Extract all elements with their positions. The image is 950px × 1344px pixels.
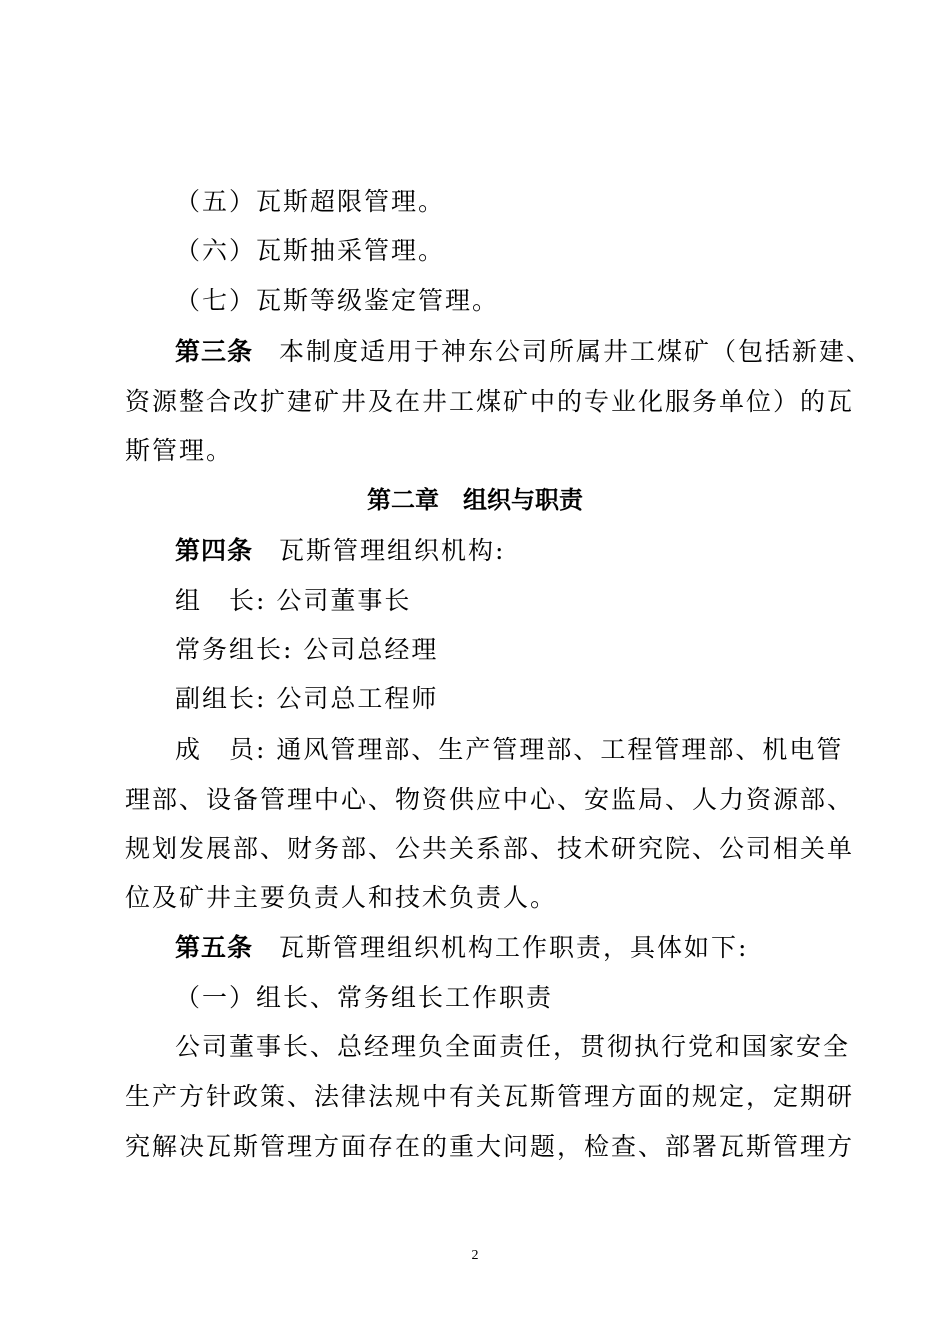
members-line-1: 成 员: 通风管理部、生产管理部、工程管理部、机电管 xyxy=(175,735,844,764)
article-5-label: 第五条 xyxy=(175,933,254,962)
page-number: 2 xyxy=(471,1248,479,1263)
article-3-text: 本制度适用于神东公司所属井工煤矿（包括新建、 xyxy=(279,337,874,366)
article-4-text: 瓦斯管理组织机构: xyxy=(279,536,506,565)
members-line-4: 位及矿井主要负责人和技术负责人。 xyxy=(125,883,558,912)
paragraph-line-1: 公司董事长、总经理负全面责任，贯彻执行党和国家安全 xyxy=(175,1032,851,1061)
sub-section-1-title: （一）组长、常务组长工作职责 xyxy=(175,983,554,1012)
article-3-line-3: 斯管理。 xyxy=(125,436,234,465)
list-item-7: （七）瓦斯等级鉴定管理。 xyxy=(175,286,500,315)
article-3-line-2: 资源整合改扩建矿井及在井工煤矿中的专业化服务单位）的瓦 xyxy=(125,387,855,416)
article-5-line xyxy=(175,935,880,960)
chapter-title: 第二章 组织与职责 xyxy=(367,486,583,514)
list-item-6: （六）瓦斯抽采管理。 xyxy=(175,236,446,265)
article-5-text: 瓦斯管理组织机构工作职责，具体如下: xyxy=(279,933,749,962)
members-line-3: 规划发展部、财务部、公共关系部、技术研究院、公司相关单 xyxy=(125,834,855,863)
exec-leader-line: 常务组长: 公司总经理 xyxy=(175,635,439,664)
paragraph-line-3: 究解决瓦斯管理方面存在的重大问题，检查、部署瓦斯管理方 xyxy=(125,1132,855,1161)
list-item-5: （五）瓦斯超限管理。 xyxy=(175,187,446,216)
leader-line: 组 长: 公司董事长 xyxy=(175,586,412,615)
article-3-line-1 xyxy=(175,337,874,366)
deputy-leader-line: 副组长: 公司总工程师 xyxy=(175,684,439,713)
article-3-label: 第三条 xyxy=(175,337,254,366)
article-4-label: 第四条 xyxy=(175,536,254,565)
article-4-line xyxy=(175,538,880,563)
members-line-2: 理部、设备管理中心、物资供应中心、安监局、人力资源部、 xyxy=(125,785,855,814)
paragraph-line-2: 生产方针政策、法律法规中有关瓦斯管理方面的规定，定期研 xyxy=(125,1082,855,1111)
